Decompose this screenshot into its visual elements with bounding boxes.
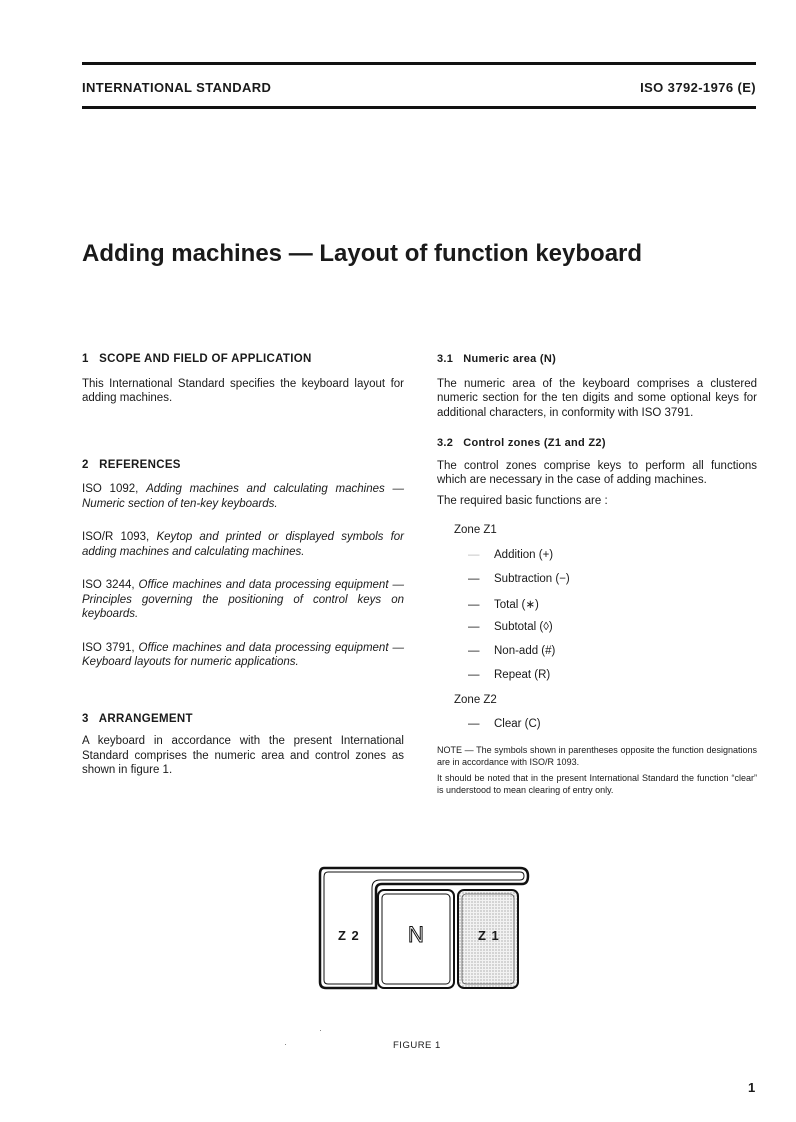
dash: — (468, 599, 480, 611)
function-item (468, 597, 539, 611)
section-3-heading: 3 ARRANGEMENT (82, 712, 193, 725)
z1-label: Z 1 (478, 928, 500, 943)
header-right: ISO 3792-1976 (E) (640, 80, 756, 95)
z2-label: Z 2 (338, 928, 360, 943)
header-rule (82, 106, 756, 109)
dash: — (468, 621, 480, 633)
function-label: Subtraction (−) (494, 573, 570, 585)
dash: — (468, 645, 480, 657)
zone-z1-label: Zone Z1 (454, 524, 497, 536)
figure-caption: FIGURE 1 (393, 1040, 441, 1051)
page-number: 1 (748, 1080, 756, 1095)
function-label: Non-add (#) (494, 645, 556, 657)
note-clear: It should be noted that in the present International Standard the function “clear” is understood to mean clearing of entry only. (437, 773, 757, 795)
function-label: Addition (+) (494, 549, 554, 561)
top-rule (82, 62, 756, 65)
reference-code: ISO 3791, (82, 641, 139, 654)
function-item (468, 621, 553, 633)
dash: — (468, 669, 480, 681)
function-label: Repeat (R) (494, 669, 551, 681)
header-left: INTERNATIONAL STANDARD (82, 80, 272, 95)
reference-item (82, 530, 404, 559)
dash: — (468, 549, 480, 561)
reference-title: Keytop and printed or displayed symbols for adding machines and calculating machines. (82, 531, 405, 558)
n-label: N (408, 922, 424, 947)
zone-z2-label: Zone Z2 (454, 694, 497, 706)
function-label: Clear (C) (494, 718, 541, 730)
function-item (468, 718, 541, 730)
left-column (82, 352, 404, 778)
function-item (468, 573, 570, 585)
reference-code: ISO/R 1093, (82, 531, 157, 543)
right-column (437, 352, 757, 508)
section-1-heading: 1 SCOPE AND FIELD OF APPLICATION (82, 353, 312, 365)
section-1-body: This International Standard specifies the keyboard layout for adding machines. (82, 377, 404, 404)
function-label: Subtotal (◊) (494, 621, 553, 633)
notes (437, 744, 757, 796)
note-symbols: NOTE — The symbols shown in parentheses opposite the function designations are in accordance with ISO/R 1093. (437, 745, 757, 767)
function-item (468, 549, 553, 561)
functions-intro: The required basic functions are : (437, 494, 608, 507)
function-item (468, 669, 550, 681)
document-title: Adding machines — Layout of function keyboard (82, 240, 643, 267)
reference-title: Office machines and data processing equipment — Principles governing the positioning of control keys on keyboards. (82, 579, 404, 620)
reference-code: ISO 3244, (82, 579, 139, 591)
scan-speck (285, 1044, 286, 1045)
reference-title: Office machines and data processing equipment — Keyboard layouts for numeric applications. (82, 641, 404, 668)
reference-code: ISO 1092, (82, 483, 147, 495)
function-item (468, 645, 555, 657)
function-label: Total (∗) (494, 599, 539, 611)
section-3-1-heading: 3.1 Numeric area (N) (437, 353, 557, 365)
dash: — (468, 573, 480, 585)
reference-item (82, 578, 404, 622)
dash: — (468, 718, 480, 730)
figure-1-keyboard-diagram (318, 862, 530, 990)
section-3-1-body: The numeric area of the keyboard comprises a clustered numeric section for the ten digits and some optional keys for additional characters, in conformity with ISO 3791. (437, 377, 757, 419)
section-3-2-heading: 3.2 Control zones (Z1 and Z2) (437, 437, 606, 449)
scan-speck (320, 1030, 321, 1031)
reference-item (82, 482, 404, 511)
reference-title: Adding machines and calculating machines — Numeric section of ten-key keyboards. (82, 483, 404, 510)
section-3-body: A keyboard in accordance with the present International Standard comprises the numeric area and control zones as shown in figure 1. (82, 735, 404, 776)
keyboard-layout-svg (318, 862, 530, 990)
section-2-heading: 2 REFERENCES (82, 458, 181, 471)
section-3-2-body: The control zones comprise keys to perform all functions which are necessary in the case of adding machines. (437, 459, 757, 486)
reference-item (82, 641, 404, 670)
